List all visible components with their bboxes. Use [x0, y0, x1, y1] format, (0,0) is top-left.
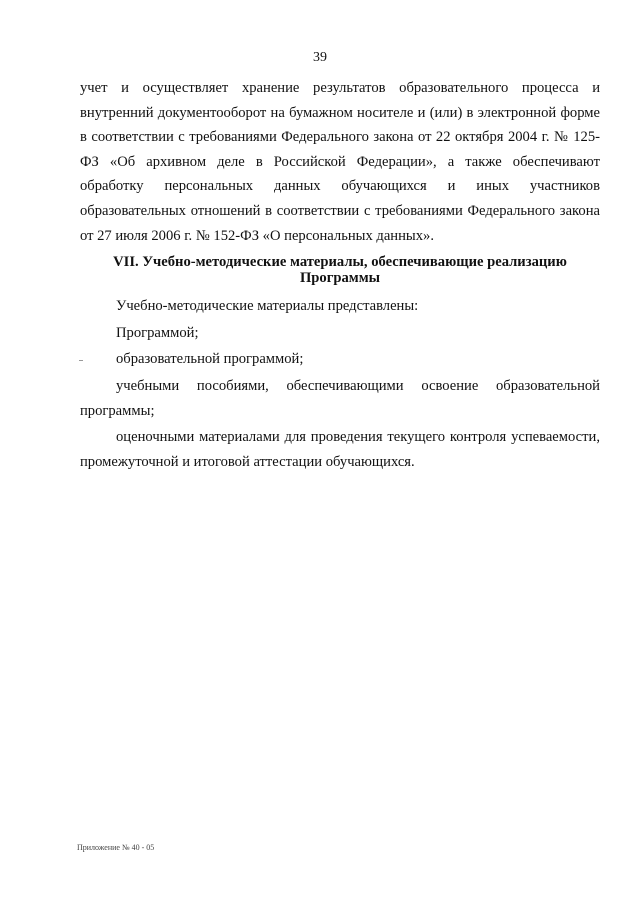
list-item: образовательной программой; — [116, 351, 304, 368]
footer-note: Приложение № 40 - 05 — [77, 843, 155, 852]
paragraph-records-and-personal-data: учет и осуществляет хранение результатов образовательного процесса и внутренний документооборот на бумажном носителе и (или) в электронной форме в соответствии с требованиями Федерального закона от 22 октября 2004 г. № 125-ФЗ «Об архивном деле в Российской Федерации», а также обеспечивают обработку персональных данных обучающихся и иных участников образовательных отношений в соответствии с требованиями Федерального закона от 27 июля 2006 г. № 152-ФЗ «О персональных данных». — [80, 80, 600, 244]
materials-list — [80, 294, 600, 474]
section-heading-line-2: Программы — [299, 270, 381, 287]
list-item: учебными пособиями, обеспечивающими освоение образовательной программы; — [80, 377, 600, 419]
section-heading — [80, 254, 600, 286]
list-item: Программой; — [116, 324, 199, 341]
section-heading-line-1: VII. Учебно-методические материалы, обеспечивающие реализацию — [113, 254, 567, 271]
scan-artifact — [79, 360, 83, 361]
list-intro: Учебно-методические материалы представлены: — [116, 298, 419, 315]
page-number: 39 — [313, 50, 327, 65]
document-body — [80, 76, 600, 476]
list-item: оценочными материалами для проведения текущего контроля успеваемости, промежуточной и итоговой аттестации обучающихся. — [80, 429, 600, 470]
